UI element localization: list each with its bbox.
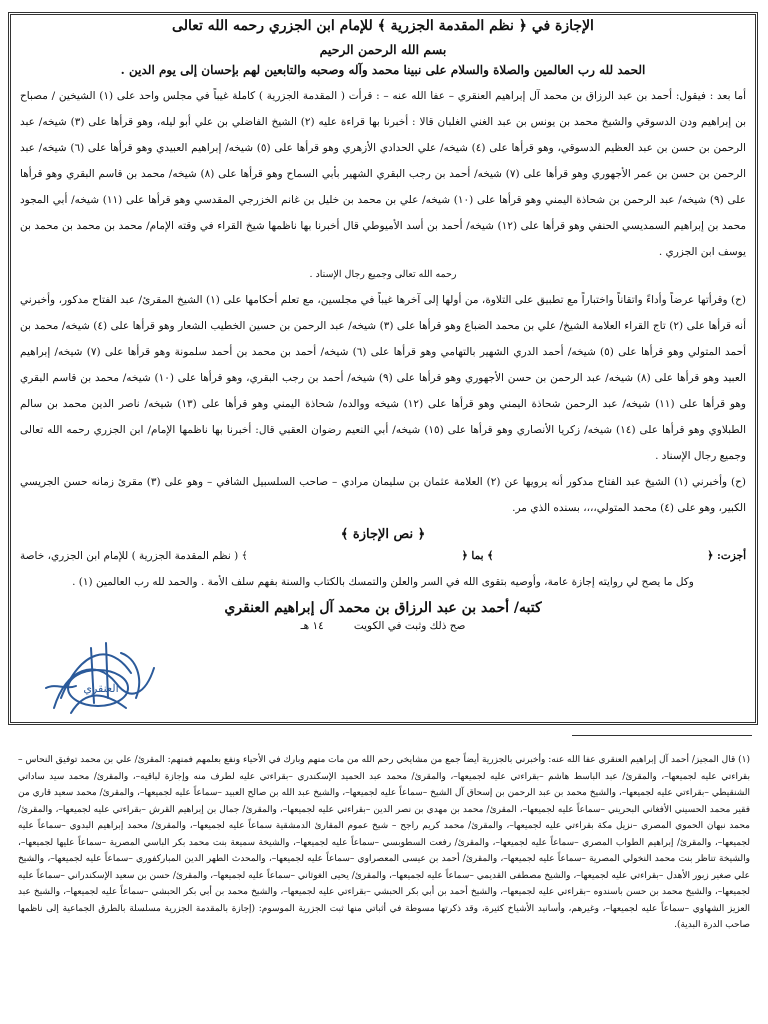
ijaza-name: ﴾ بما ﴿ — [461, 550, 494, 562]
ijaza-label: أجزت: ﴿ — [707, 550, 746, 562]
section-title: ﴿ نص الإجازة ﴾ — [340, 527, 426, 542]
page-title: الإجازة في ﴿ نظم المقدمة الجزرية ﴾ للإمام ابن الجزري رحمه الله تعالى — [172, 18, 594, 34]
ijaza-line — [20, 546, 746, 566]
certificate-content — [20, 18, 746, 634]
isnad-paragraph-2: (ح) وقرأتها عرضاً وأداءً واتقاناً واختباراً مع تطبيق على التلاوة، من أولها إلى آخرها غيباً في مجلسين، مع تعلم أحكامها على (١) الشيخ المقرئ/ عبد الفتاح مدكور، وأخبرني أنه قرأها على (٢) تاج القراء العلامة الشيخ/ علي بن محمد الضباع وهو قرأها على (٣) شيخه/ عبد الرحمن بن حسين الخطيب الشعار وهو قرأها على (٤) شيخه/ محمد بن أحمد المتولي وهو قرأها على (٥) شيخه/ أحمد الدري الشهير بالتهامي وهو قرأها على (٦) شيخه/ أحمد بن محمد بن أحمد سلمونة وهو قرأها على (٧) شيخه/ إبراهيم العبيد وهو قرأها على (٨) شيخه/ عبد الرحمن بن حسن الأجهوري وهو قرأها على (٩) شيخه/ أحمد بن رجب البقري، وهو قرأها على (١٠) شيخه/ محمد بن قاسم البقري وهو قرأها على (١١) شيخه/ عبد الرحمن شحاذة اليمني وهو قرأها على (١٢) شيخه ووالده/ شحاذة اليمني وهو قرأها على (١٣) شيخه/ ناصر الدين محمد بن سالم الطبلاوي وهو قرأها على (١٤) شيخه/ زكريا الأنصاري وهو قرأها على (١٥) شيخه/ أبي النعيم رضوان العقبي قال: أخبرنا بها ناظمها الإمام/ ابن الجزري رحمه الله تعالى وجميع رجال الإسناد . — [20, 294, 747, 462]
verification-text: صح ذلك وثبت في الكويت — [353, 620, 466, 632]
ijaza-book: ﴾ ( نظم المقدمة الجزرية ) للإمام ابن الجزري، خاصة — [20, 550, 248, 562]
seal-text: العنقري — [83, 682, 119, 695]
closing-text: وكل ما يصح لي روايته إجازة عامة، وأوصيه بتقوى الله في السر والعلن والتمسك بالكتاب والسنة بفهم سلف الأمة . والحمد لله رب العالمين (١) . — [72, 576, 694, 588]
calligraphy-seal — [36, 628, 166, 728]
isnad-paragraph-3: (ح) وأخبرني (١) الشيخ عبد الفتاح مدكور أنه يرويها عن (٢) العلامة عثمان بن سليمان مرادي – صاحب السلسبيل الشافي – وهو على (٣) مقرئ زمانه حسن الجريسي الكبير، وهو على (٤) محمد المتولي،،،، بسنده الذي مر. — [20, 476, 746, 514]
isnad-paragraph-1: أما بعد : فيقول: أحمد بن عبد الرزاق بن محمد آل إبراهيم العنقري – عفا الله عنه – : قرأت ( المقدمة الجزرية ) كاملة غيباً في مجلس واحد على (١) الشيخين / مصباح بن إبراهيم ودن الدسوقي والشيخ محمد بن يونس بن عبد الغني الغلبان قالا : أخبرنا بها قراءة عليه (٢) الشيخ الفاضلي بن علي أبو ليله، وهو قرأها على (٣) شيخه/ عبد الرحمن بن حسن بن عبد العظيم الدسوقي، وهو قرأها على (٤) شيخه/ علي الحدادي الأزهري وهو قرأها على (٥) شيخه/ إبراهيم العبيدي وهو قرأها على (٦) شيخه/ عبد الرحمن بن حسن بن عمر الأجهوري وهو قرأها على (٧) شيخه/ أحمد بن رجب البقري الشهير بأبي السماح وهو قرأها على (٨) شيخه/ محمد بن قاسم البقري وهو قرأها على (٩) شيخه/ عبد الرحمن بن شحاذة اليمني وهو قرأها على (١٠) شيخه/ علي بن محمد بن خليل بن غانم الخزرجي المقدسي وهو قرأها على (١١) شيخه/ أبي المجود محمد بن إبراهيم السمديسي الحنفي وهو قرأها على (١٢) شيخه/ أحمد بن أسد الأميوطي قال أخبرنا بها ناظمها شيخ القراء في وقته الإمام/ محمد بن محمد بن محمد بن يوسف ابن الجزري . — [20, 90, 746, 258]
basmala: بسم الله الرحمن الرحيم — [319, 42, 447, 57]
footnote-divider — [572, 735, 752, 736]
footnote: (١) قال المجيز/ أحمد آل إبراهيم العنقري عفا الله عنه: وأخبرني بالجزرية أيضاً جمع من مشايخي رحم الله من مات منهم وبارك في الأحياء ونفع بعلمهم فمنهم: المقرئ/ علي بن محمد توفيق النحاس –بقراءتي عليه لجميعها–، والمقرئ/ عبد الباسط هاشم –بقراءتي عليه لجميعها–، والمقرئ/ محمد عبد الحميد الإسكندري –بقراءتي عليه لطرف منه وإجازة لباقيه–، والمقرئ/ محمد سيد ساداتي الشنقيطي –بقراءتي عليه لجميعها–، والشيخ محمد بن عبد الرحمن بن إسحاق آل الشيخ –سماعاً عليه لجميعها–، والشيخ عبد الله بن صالح العبيد –سماعاً عليه لجميعها–، والمقرئ/ محمد سعيد قاري من فقير محمد الحسيني الأفغاني البحريني –سماعاً عليه لجميعها–، المقرئ/ محمد بن مهدي بن نصر الدين –بقراءتي عليه لجميعها–، والمقرئ/ جمال بن إبراهيم القرش –بقراءتي عليه لجميعها–، والمقرئ/ محمد نبهان الحموي المصري –نزيل مكة بقراءتي عليه لجميعها–، والمقرئ/ محمد كريم راجح – شيخ عموم المقارئ الدمشقية سماعاً عليه لجميعها–، والمقرئ/ محمد إبراهيم البدوي –سماعاً عليه لجميعها–، والمقرئ/ إبراهيم الطواب المصري –سماعاً عليه لجميعها–، والمقرئ/ رفعت السطوبسي –سماعاً عليه لجميعها–، والشيخة سميعة بنت محمد بكر الباسي المصرية –سماعاً عليها لجميعها–، والشيخة تناظر بنت محمد النخولي المصرية –سماعاً عليه لجميعها–، والمقرئ/ أحمد بن عيسى المعصراوي –سماعاً عليه لجميعها–، والمحدث الطهر الدين المباركفوري –سماعاً عليه لجميعها–، والشيخ علي صغير زبور الأهدل –بقراءتي عليه لجميعها–، والشيخ مصطفى القديمي –سماعاً عليه لجميعها–، والمقرئ/ يحيى الغوثاني –سماعاً عليه لجميعها–، والمقرئ/ حسن بن سعيد الإسكندراني –سماعاً عليه لجميعها–، والشيخ محمد بن حسن باسندوه –بقراءتي عليه لجميعها–، والشيخ أحمد بن أبي بكر الحبشي –بقراءتي عليه لجميعها–، والشيخ محمد بن أبي بكر الحبشي –سماعاً عليه لجميعها–، والشيخ عبد العزيز الشهاوي –سماعاً عليه لجميعها–، وغيرهم، وأسانيد الأشياخ كثيرة، وقد ذكرتها مسوطة في أثباتي منها ثبت الجزرية الموسوم: (إجازة بالمقدمة الجزرية مسلسلة بالطرق الجماعية إلى ناظمها صاحب الدرة البدية). — [18, 755, 750, 930]
praise-line: الحمد لله رب العالمين والصلاة والسلام على نبينا محمد وآله وصحبه والتابعين لهم بإحسان إلى يوم الدين . — [120, 63, 646, 77]
signer-name: كتبه/ أحمد بن عبد الرزاق بن محمد آل إبراهيم العنقري — [224, 600, 542, 616]
isnad-credit: رحمه الله تعالى وجميع رجال الإسناد . — [309, 269, 457, 280]
year-text: ١٤ هـ — [300, 620, 324, 632]
